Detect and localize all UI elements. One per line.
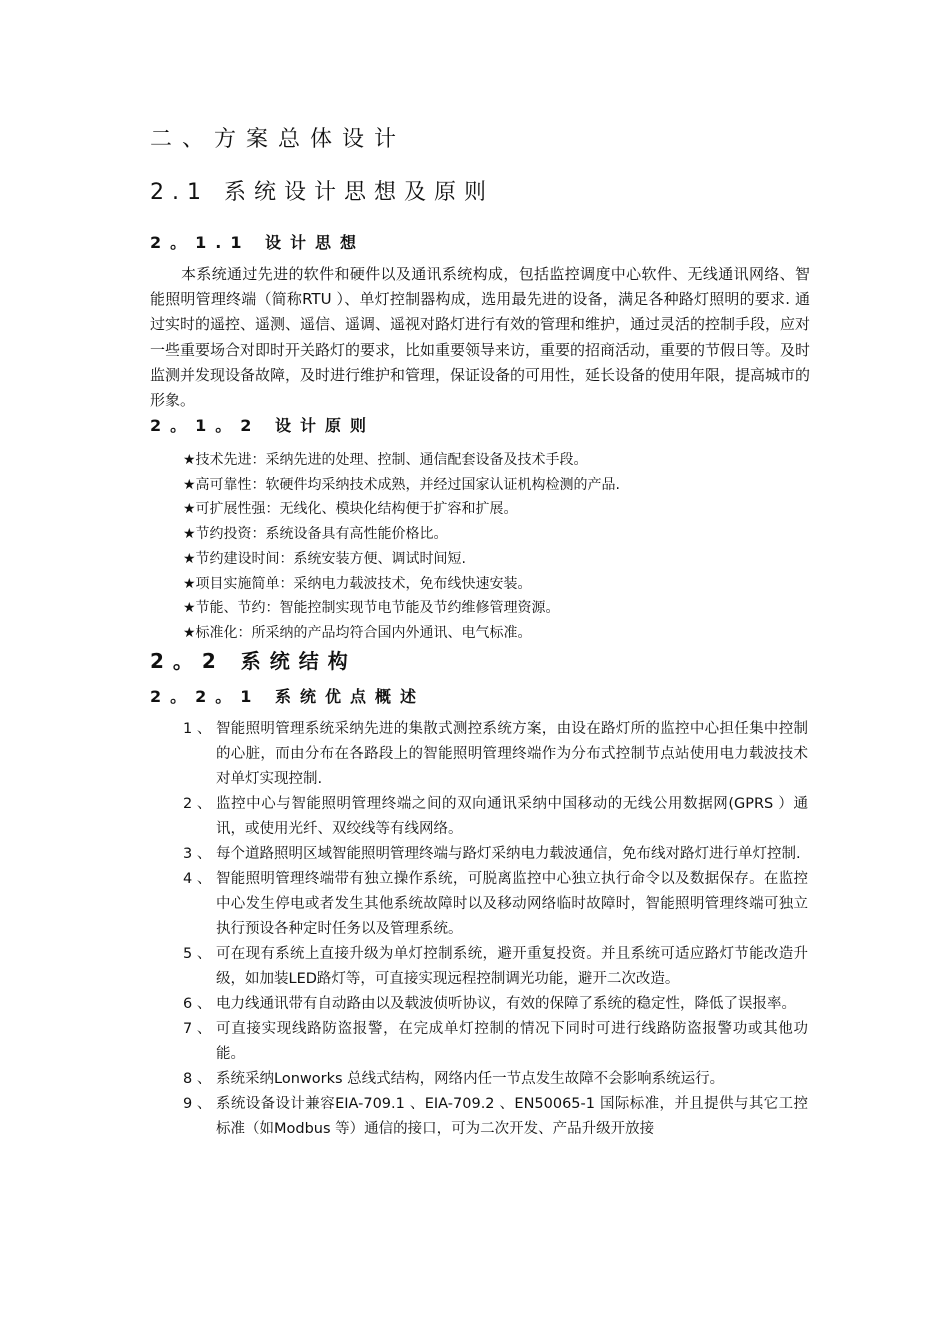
section-heading-2-1-2: 2。1。2 设计原则 bbox=[150, 416, 375, 435]
design-principles-list bbox=[183, 448, 620, 646]
list-item bbox=[183, 792, 808, 842]
list-item: ★可扩展性强：无线化、模块化结构便于扩容和扩展。 bbox=[183, 501, 518, 518]
item-text: 监控中心与智能照明管理终端之间的双向通讯采纳中国移动的无线公用数据网(GPRS ）通讯，或使用光纤、双绞线等有线网络。 bbox=[216, 796, 808, 837]
section-heading-main: 二、方案总体设计 bbox=[150, 127, 407, 152]
list-item bbox=[183, 867, 808, 942]
design-idea-paragraph: 本系统通过先进的软件和硬件以及通讯系统构成，包括监控调度中心软件、无线通讯网络、智能照明管理终端（简称RTU ）、单灯控制器构成，选用最先进的设备，满足各种路灯照明的要求. 通过实时的遥控、遥测、遥信、遥调、遥视对路灯进行有效的管理和维护，通过灵活的控制手段，应对一些重要场合对即时开关路灯的要求，比如重要领导来访，重要的招商活动，重要的节假日等。及时监测并发现设备故障，及时进行维护和管理，保证设备的可用性，延长设备的使用年限，提高城市的形象。 bbox=[150, 265, 811, 410]
item-number: 9 、 bbox=[183, 1096, 212, 1112]
item-text: 系统采纳Lonworks 总线式结构，网络内任一节点发生故障不会影响系统运行。 bbox=[216, 1071, 725, 1087]
item-text: 电力线通讯带有自动路由以及载波侦听协议，有效的保障了系统的稳定性，降低了误报率。 bbox=[216, 996, 796, 1012]
item-text: 每个道路照明区域智能照明管理终端与路灯采纳电力载波通信，免布线对路灯进行单灯控制. bbox=[216, 846, 801, 862]
item-text: 可在现有系统上直接升级为单灯控制系统，避开重复投资。并且系统可适应路灯节能改造升级，如加装LED路灯等，可直接实现远程控制调光功能，避开二次改造。 bbox=[216, 946, 808, 987]
advantages-list bbox=[183, 717, 808, 1142]
item-text: 智能照明管理终端带有独立操作系统，可脱离监控中心独立执行命令以及数据保存。在监控中心发生停电或者发生其他系统故障时以及移动网络临时故障时，智能照明管理终端可独立执行预设各种定时任务以及管理系统。 bbox=[216, 871, 808, 937]
list-item bbox=[183, 1092, 808, 1142]
list-item: ★项目实施简单：采纳电力载波技术，免布线快速安装。 bbox=[183, 575, 532, 592]
section-heading-2-1-1: 2。1.1 设计思想 bbox=[150, 233, 366, 252]
list-item: ★节约建设时间：系统安装方便、调试时间短. bbox=[183, 550, 466, 567]
item-number: 5 、 bbox=[183, 946, 212, 962]
list-item: ★标准化：所采纳的产品均符合国内外通讯、电气标准。 bbox=[183, 624, 532, 641]
item-number: 6 、 bbox=[183, 996, 212, 1012]
section-heading-2-2: 2。2 系统结构 bbox=[150, 649, 357, 673]
list-item: ★高可靠性：软硬件均采纳技术成熟，并经过国家认证机构检测的产品. bbox=[183, 476, 620, 493]
item-number: 1 、 bbox=[183, 721, 212, 737]
section-heading-2-2-1: 2。2。1 系统优点概述 bbox=[150, 687, 425, 706]
item-number: 8 、 bbox=[183, 1071, 212, 1087]
item-number: 7 、 bbox=[183, 1021, 212, 1037]
item-text: 智能照明管理系统采纳先进的集散式测控系统方案，由设在路灯所的监控中心担任集中控制的心脏，而由分布在各路段上的智能照明管理终端作为分布式控制节点站使用电力载波技术对单灯实现控制. bbox=[216, 721, 808, 787]
list-item bbox=[183, 942, 808, 992]
list-item: ★技术先进：采纳先进的处理、控制、通信配套设备及技术手段。 bbox=[183, 452, 588, 468]
list-item bbox=[183, 1067, 808, 1092]
list-item bbox=[183, 717, 808, 792]
list-item bbox=[183, 1017, 808, 1067]
section-heading-2-1: 2.1 系统设计思想及原则 bbox=[150, 180, 494, 205]
item-number: 3 、 bbox=[183, 846, 212, 862]
item-text: 可直接实现线路防盗报警，在完成单灯控制的情况下同时可进行线路防盗报警功或其他功能。 bbox=[216, 1021, 808, 1062]
item-text: 系统设备设计兼容EIA-709.1 、EIA-709.2 、EN50065-1 国际标准，并且提供与其它工控标准（如Modbus 等）通信的接口，可为二次开发、产品升级开放接 bbox=[216, 1096, 808, 1137]
list-item bbox=[183, 992, 808, 1017]
list-item bbox=[183, 842, 808, 867]
list-item: ★节约投资：系统设备具有高性能价格比。 bbox=[183, 526, 448, 543]
list-item: ★节能、节约：智能控制实现节电节能及节约维修管理资源。 bbox=[183, 600, 560, 617]
item-number: 2 、 bbox=[183, 796, 212, 812]
item-number: 4 、 bbox=[183, 871, 212, 887]
